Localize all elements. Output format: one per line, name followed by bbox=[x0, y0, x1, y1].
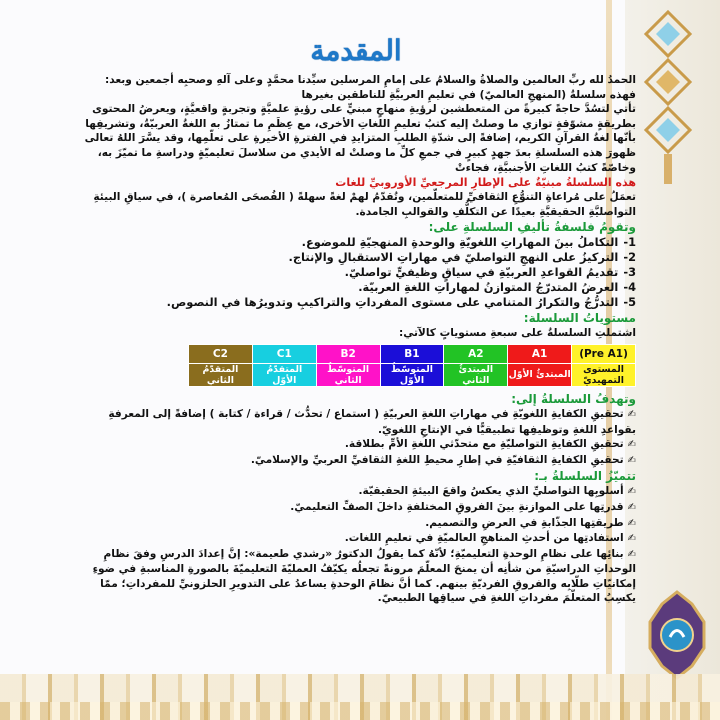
list-item: 3-تقديمُ القواعدِ العربيّةِ في سياقٍ وظيفيٍّ تواصليّ. bbox=[344, 265, 636, 280]
framework-text: تعمَلُ على مُراعاةِ التنوُّعِ الثقافيِّ للمتعلّمين، وتُقدّمُ لهمْ لغةً سهلةً ( الفُصحَى المُعاصرة )، في سياقِ البيئةِ التواصليَّةِ الحقيقيَّةِ بعيدًا عن التكلُّفِ والقوالبِ الجامدة. bbox=[93, 191, 636, 218]
feature-item: ✍قدرتِها على الموازنةِ بينَ الفروقِ المختلفةِ داخلَ الصفِّ التعليميّ. bbox=[290, 500, 636, 513]
levels-label-row bbox=[189, 363, 636, 386]
level-label-pre-a1: المستوى التمهيديّ bbox=[572, 363, 636, 386]
level-label-c2: المتقدّمُ الثاني bbox=[189, 363, 253, 386]
pen-icon: ✍ bbox=[627, 486, 636, 498]
level-code-c1: C1 bbox=[252, 344, 316, 363]
feature-item: ✍أسلوبِها التواصليِّ الذي يعكسُ واقعَ البيئةِ الحقيقيّة. bbox=[358, 485, 636, 498]
level-code-a2: A2 bbox=[444, 344, 508, 363]
intro-praise: الحمدُ لله ربِّ العالمين والصلاةُ والسلامُ على إمامِ المرسلين سيِّدنا محمَّدٍ وعلى آلهِ وصحبِه أجمعين وبعد: bbox=[104, 74, 636, 86]
pen-icon: ✍ bbox=[627, 454, 636, 466]
islamic-ornament-icon bbox=[638, 8, 698, 188]
page-title: المقدمة bbox=[310, 34, 402, 67]
goal-item: ✍تحقيقِ الكفايةِ التواصليّةِ مع متحدّثي اللغةِ الأمِّ بطلاقة. bbox=[344, 438, 636, 451]
features-heading: تتميّزُ السلسلةُ بـ: bbox=[534, 469, 636, 484]
page-medallion-icon bbox=[648, 590, 706, 680]
level-code-pre-a1: (Pre A1) bbox=[572, 344, 636, 363]
list-item: 1-التكاملُ بينَ المهاراتِ اللغويّةِ والوحدةِ المنهجيّةِ للموضوع. bbox=[301, 235, 636, 250]
levels-heading: مستوياتُ السلسلة: bbox=[523, 311, 636, 326]
pen-icon: ✍ bbox=[627, 533, 636, 545]
pen-icon: ✍ bbox=[627, 548, 636, 560]
goals-heading: وتهدفُ السلسلةُ إلى: bbox=[511, 391, 636, 406]
goal-item: ✍تحقيقِ الكفايةِ الثقافيّةِ في إطارِ محيطِ اللغةِ الثقافيِّ العربيِّ والإسلاميّ. bbox=[250, 453, 636, 466]
level-code-b1: B1 bbox=[380, 344, 444, 363]
framework-heading: هذه السلسلةُ مبنيّةٌ على الإطارِ المرجعيِّ الأوروبيِّ للغات bbox=[335, 176, 636, 190]
philosophy-list bbox=[76, 235, 636, 310]
decorative-bottom-pattern bbox=[0, 702, 720, 720]
list-item: 5-التدرُّجُ والتكرارُ المتنامي على مستوى المفرداتِ والتراكيبِ وتدويرُها في النصوص. bbox=[166, 295, 636, 310]
level-label-b1: المتوسّطُ الأوّل bbox=[380, 363, 444, 386]
list-item: 2-التركيزُ على النهجِ التواصليّ في مهاراتِ الاستقبالِ والإنتاج. bbox=[288, 250, 636, 265]
pen-icon: ✍ bbox=[627, 517, 636, 529]
levels-intro: اشتملتِ السلسلةُ على سبعةِ مستوياتٍ كالآتي: bbox=[399, 327, 636, 340]
pen-icon: ✍ bbox=[627, 408, 636, 420]
levels-table bbox=[188, 344, 636, 387]
levels-code-row bbox=[189, 344, 636, 363]
philosophy-heading: وتقومُ فلسفةُ تأليفِ السلسلةِ على: bbox=[428, 220, 636, 235]
intro-series: فهذه سلسلةُ (المنهجِ العالميّ) في تعليمِ العربيَّةِ للناطقين بغيرها bbox=[301, 88, 636, 101]
pen-icon: ✍ bbox=[627, 439, 636, 451]
feature-item: ✍بنائِها على نظامِ الوحدةِ التعليميّةِ؛ لأنّهُ كما يقولُ الدكتورُ «رشدي طعيمة»: إنَّ إعدادَ الدرسِ وفقَ نظامِ الوحداتِ الدراسيّةِ من شأنِه أن يمنحَ المعلّمَ مرونةً تجعلُه يكيّفُ العمليّةَ التعليميّةَ بالصورةِ المناسبةِ في ضوءِ إمكانيّاتِ طلّابِه والفروقِ الفرديّةِ بينهم. كما أنَّ نظامَ الوحدةِ يساعدُ على التدويرِ الحلزونيِّ للمفرداتِ؛ ممّا يكسِبُ المتعلّمَ مفرداتِ اللغةِ في سياقِها الطبيعيّ. bbox=[92, 547, 636, 605]
level-label-c1: المتقدّمُ الأوّل bbox=[252, 363, 316, 386]
list-item: 4-العرضُ المتدرّجُ المتوازنُ لمهاراتِ اللغةِ العربيّة. bbox=[358, 280, 636, 295]
feature-item: ✍استفادتِها من أحدثِ المناهجِ العالميّةِ في تعليمِ اللغات. bbox=[344, 532, 636, 545]
level-code-a1: A1 bbox=[508, 344, 572, 363]
page-content bbox=[76, 34, 636, 606]
level-label-a2: المبتدئُ الثاني bbox=[444, 363, 508, 386]
level-label-a1: المبتدئُ الأوّل bbox=[508, 363, 572, 386]
level-code-b2: B2 bbox=[316, 344, 380, 363]
goal-item: ✍تحقيقِ الكفايةِ اللغويّةِ في مهاراتِ اللغةِ العربيّةِ ( استماع / تحدُّث / قراءة / كتابة ) إضافةً إلى المعرفةِ بقواعدِ اللغةِ وتوظيفِها تطبيقيًّا في الإنتاجِ اللغويّ. bbox=[108, 407, 636, 436]
level-label-b2: المتوسّطُ الثاني bbox=[316, 363, 380, 386]
feature-item: ✍طريقتِها الجذّابةِ في العرضِ والتصميم. bbox=[425, 516, 636, 529]
pen-icon: ✍ bbox=[627, 501, 636, 513]
intro-body: تأتي لتسُدَّ حاجةً كبيرةً من المتعطشين لرؤيةِ منهاجٍ مبنيٍّ على رؤيةٍ علميَّةٍ وتجربةٍ واقعيَّةٍ، ويعرضُ المحتوى بطريقةٍ مشوّقةٍ توازي ما وصلتْ إليه كتبُ تعليمِ اللغاتِ الأخرى، مع عِظَمِ ما تمتازُ به اللغةُ العربيّةُ، وتشريفِها بأنّها لغةُ القرآنِ الكريم، إضافةً إلى شدّةِ الطلبِ المتزايدِ في الفترةِ الأخيرةِ على تعلّمِها، وقد يسَّرَ اللهُ تعالى ظهورَ هذه السلسلةِ بعدَ جهدٍ كبيرٍ في جمعِ كلِّ ما وصلتْ له الأيدي من سلاسلَ تعليميّةٍ ودراسةِ ما تميّزَ به، وخاصّةً كتبُ اللغاتِ الأجنبيَّةِ، فجاءتْ bbox=[84, 103, 636, 174]
level-code-c2: C2 bbox=[189, 344, 253, 363]
